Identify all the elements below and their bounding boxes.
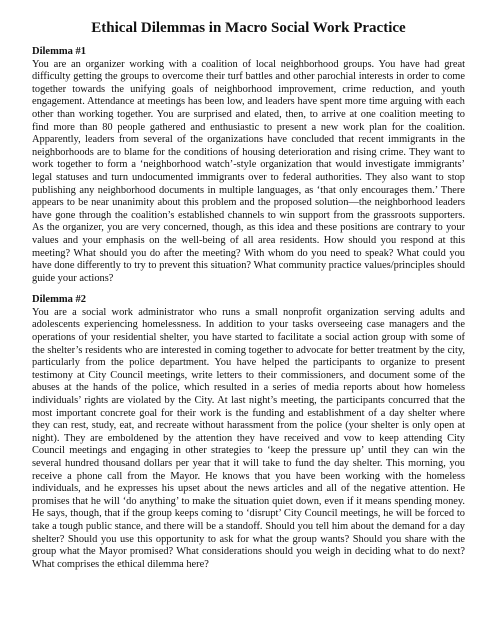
dilemma-2-body: You are a social work administrator who runs a small nonprofit organization serving adults and adolescents experiencing homelessness. In addition to your tasks overseeing case managers and the operations of your residential shelter, you have started to facilitate a social action group with some of the shelter’s residents who are interested in coming together to advocate for better treatment by the city, particularly from the police department. You have helped the participants to organize to present testimony at City Council meetings, write letters to their commissioners, and document some of the abuses at the hands of the police, which resulted in a series of media reports about how homeless individuals’ rights are violated by the City. At last night’s meeting, the participants concurred that the most important concrete goal for their work is the funding and establishment of a day shelter where they can rest, study, eat, and recreate without harassment from the police (your shelter is only open at night). They are emboldened by the attention they have received and vow to keep attending City Council meetings and engaging in other strategies to ‘keep the pressure up’ until they can win the several hundred thousand dollars per year that it will take to fund the day shelter. This morning, you receive a phone call from the Mayor. He knows that you have been working with the homeless individuals, and he expresses his upset about the news articles and all of the negative attention. He promises that he will ‘do anything’ to make the situation quiet down, even if it means spending money. He says, though, that if the group keeps coming to ‘disrupt’ City Council meetings, he will be forced to take a tough public stance, and there will be a standoff. Should you tell him about the demand for a day shelter? Should you use this opportunity to ask for what the group wants? Should you share with the group what the Mayor promised? What considerations should you weigh in deciding what to do next? What comprises the ethical dilemma here? <box>32 306 465 570</box>
dilemma-1-section <box>32 46 465 285</box>
document-title: Ethical Dilemmas in Macro Social Work Practice <box>91 20 406 36</box>
dilemma-2-heading: Dilemma #2 <box>32 294 86 306</box>
dilemma-2-section <box>32 294 465 571</box>
dilemma-1-body: You are an organizer working with a coalition of local neighborhood groups. You have had great difficulty getting the groups to overcome their turf battles and other parochial interests in order to come together towards the unifying goals of neighborhood improvement, crime reduction, and youth engagement. Attendance at meetings has been low, and leaders have spent more time arguing with each other than working together. You are surprised and elated, then, to arrive at one coalition meeting to find more than 80 people gathered and enthusiastic to present a new work plan for the coalition. Apparently, leaders from several of the organizations have concluded that recent immigrants in the neighborhoods are to blame for the conditions of housing deterioration and rising crime. They want to work together to form a ‘neighborhood watch’-style organization that would investigate immigrants’ legal statuses and turn undocumented immigrants over to federal authorities. They also want to stop publishing any neighborhood documents in multiple languages, as ‘that only encourages them.’ There appears to be near unanimity about this problem and the proposed solution—the neighborhood leaders have gone through the coalition’s established channels to win support from the grassroots supporters. As the organizer, you are very concerned, though, as this idea and these positions are contrary to your values and your emphasis on the well-being of all area residents. How should you respond at this meeting? What should you do after the meeting? With whom do you need to speak? What could you have done differently to try to prevent this situation? What community practice values/principles should guide your actions? <box>32 58 465 284</box>
dilemma-1-heading: Dilemma #1 <box>32 46 86 57</box>
